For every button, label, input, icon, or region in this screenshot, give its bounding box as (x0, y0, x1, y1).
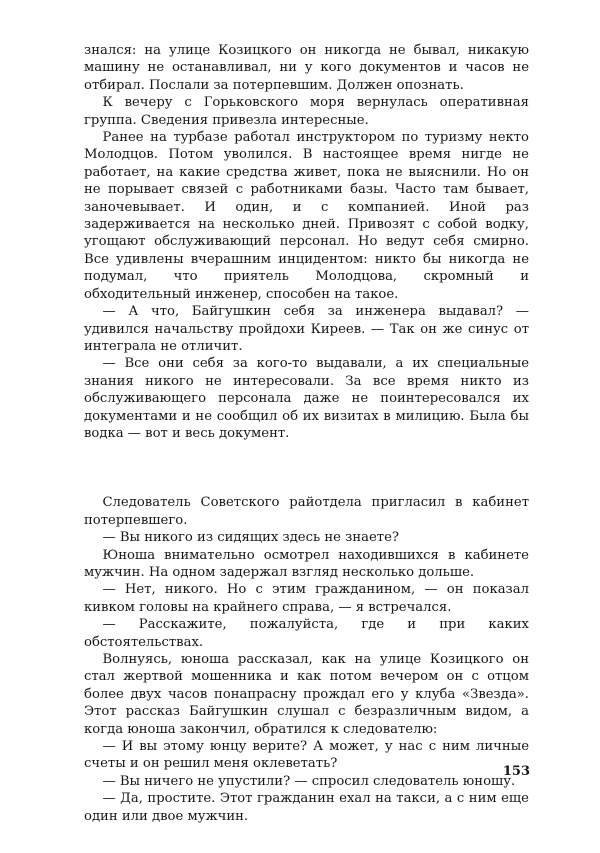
paragraph: Юноша внимательно осмотрел находившихся в кабинете мужчин. На одном задержал взгляд несколько дольше. (84, 547, 529, 580)
paragraph: Волнуясь, юноша рассказал, как на улице Козицкого он стал жертвой мошенника и как потом вечером он с отцом более двух часов понапрасну прождал его у клуба «Звезда». Этот рассказ Байгушкин слушал с безразличным видом, а когда юноша закончил, обратился к следователю: (84, 652, 529, 737)
paragraph: — И вы этому юнцу верите? А может, у нас с ним личные счеты и он решил меня оклеветать? (84, 739, 529, 772)
paragraph: — Расскажите, пожалуйста, где и при каких обстоятельствах. (84, 617, 529, 650)
paragraph: Следователь Советского райотдела пригласил в кабинет потерпевшего. (84, 495, 529, 528)
paragraph: — А что, Байгушкин себя за инженера выдавал? — удивился начальству пройдохи Киреев. — Так он же синус от интеграла не отличит. (84, 304, 529, 354)
section-break (84, 442, 529, 494)
paragraph: знался: на улице Козицкого он никогда не бывал, никакую машину не останавливал, ни у кого документов и часов не отбирал. Послали за потерпевшим. Должен опознать. (84, 43, 529, 93)
paragraph: — Вы никого из сидящих здесь не знаете? (102, 530, 399, 546)
page-text (84, 42, 529, 825)
paragraph: — Нет, никого. Но с этим гражданином, — он показал кивком головы на крайнего справа, — я встречался. (84, 582, 529, 615)
paragraph: К вечеру с Горьковского моря вернулась оперативная группа. Сведения привезла интересные. (84, 95, 529, 128)
paragraph: — Вы ничего не упустили? — спросил следователь юношу. (102, 773, 516, 789)
paragraph: — Да, простите. Этот гражданин ехал на такси, а с ним еще один или двое мужчин. (84, 791, 529, 824)
paragraph: Ранее на турбазе работал инструктором по туризму некто Молодцов. Потом уволился. В настоящее время нигде не работает, на какие средства живет, пока не выяснили. Но он не порывает связей с работниками базы. Часто там бывает, заночевывает. И один, и с компанией. Иной раз задерживается на несколько дней. Привозят с собой водку, угощают обслуживающий персонал. Но ведут себя смирно. Все удивлены вчерашним инцидентом: никто бы никогда не подумал, что приятель Молодцова, скромный и обходительный инженер, способен на такое. (84, 130, 529, 302)
page-number: 153 (502, 764, 530, 779)
paragraph: — Все они себя за кого-то выдавали, а их специальные знания никого не интересовали. За все время никто из обслуживающего персонала даже не поинтересовался их документами и не сообщил об их визитах в милицию. Была бы водка — вот и весь документ. (84, 356, 529, 441)
